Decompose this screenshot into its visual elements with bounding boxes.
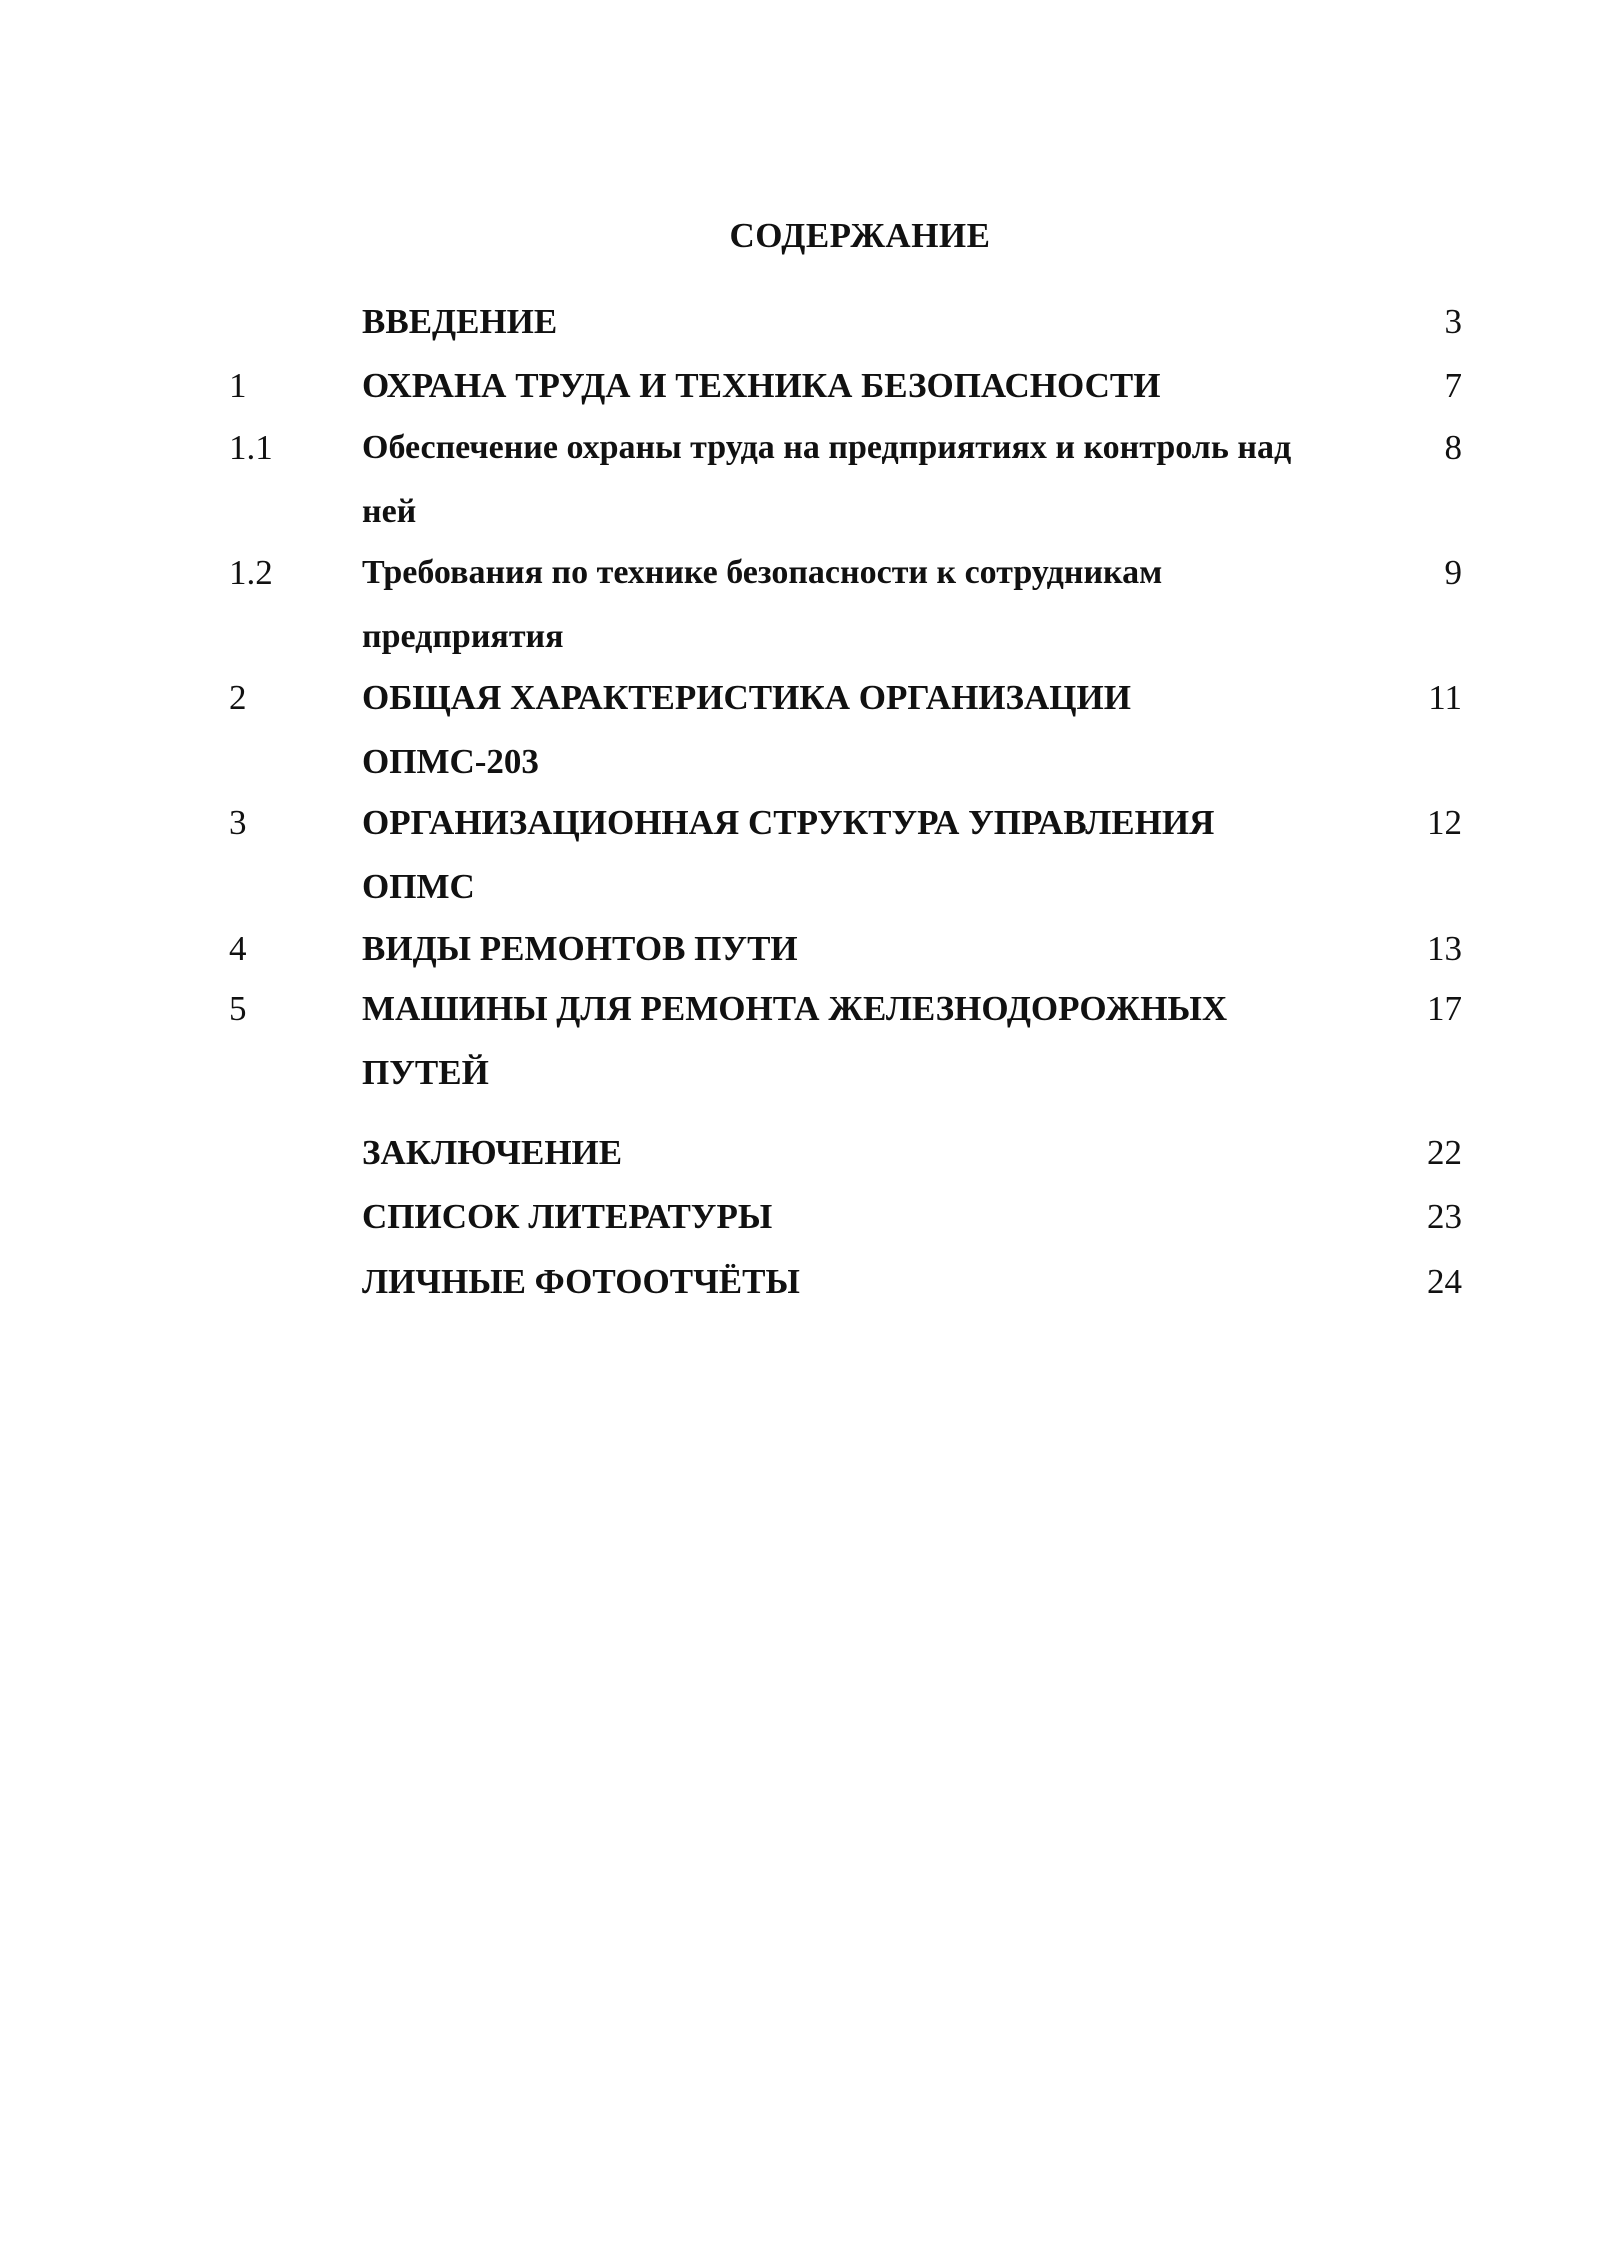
toc-entry-number: 2 — [229, 678, 247, 717]
toc-entry-title: ВИДЫ РЕМОНТОВ ПУТИ — [362, 929, 798, 968]
toc-entry-page: 23 — [1427, 1197, 1462, 1236]
toc-entry-number: 1 — [229, 366, 247, 405]
toc-entry-number: 1.1 — [229, 428, 273, 467]
toc-entry-number: 5 — [229, 989, 247, 1028]
toc-entry-title: ОБЩАЯ ХАРАКТЕРИСТИКА ОРГАНИЗАЦИИ ОПМС-203 — [362, 678, 1131, 781]
toc-entry-title: ОХРАНА ТРУДА И ТЕХНИКА БЕЗОПАСНОСТИ — [362, 366, 1161, 405]
toc-entry-page: 22 — [1427, 1133, 1462, 1172]
toc-entry-page: 11 — [1428, 678, 1462, 717]
toc-entry-page: 3 — [1444, 302, 1462, 341]
toc-entry-number: 3 — [229, 803, 247, 842]
toc-entry-number: 1.2 — [229, 553, 273, 592]
toc-entry-title: ЗАКЛЮЧЕНИЕ — [362, 1133, 623, 1172]
toc-entry-title: Требования по технике безопасности к сотрудникам предприятия — [362, 554, 1163, 655]
toc-entry-page: 9 — [1444, 553, 1462, 592]
toc-entry-title: СПИСОК ЛИТЕРАТУРЫ — [362, 1197, 773, 1236]
toc-entry-page: 8 — [1444, 428, 1462, 467]
toc-entry-page: 12 — [1427, 803, 1462, 842]
toc-entry-page: 13 — [1427, 929, 1462, 968]
toc-entry-page: 24 — [1427, 1262, 1462, 1301]
toc-entry-number: 4 — [229, 929, 247, 968]
toc-entry-title: ВВЕДЕНИЕ — [362, 302, 558, 341]
toc-entry-title: ОРГАНИЗАЦИОННАЯ СТРУКТУРА УПРАВЛЕНИЯ ОПМС — [362, 803, 1215, 906]
toc-title: СОДЕРЖАНИЕ — [729, 216, 991, 255]
toc-entry-title: Обеспечение охраны труда на предприятиях и контроль над ней — [362, 429, 1292, 530]
toc-entry-page: 17 — [1427, 989, 1462, 1028]
toc-entry-title: МАШИНЫ ДЛЯ РЕМОНТА ЖЕЛЕЗНОДОРОЖНЫХ ПУТЕЙ — [362, 989, 1228, 1092]
toc-entry-title: ЛИЧНЫЕ ФОТООТЧЁТЫ — [362, 1262, 800, 1301]
toc-entry-page: 7 — [1444, 366, 1462, 405]
